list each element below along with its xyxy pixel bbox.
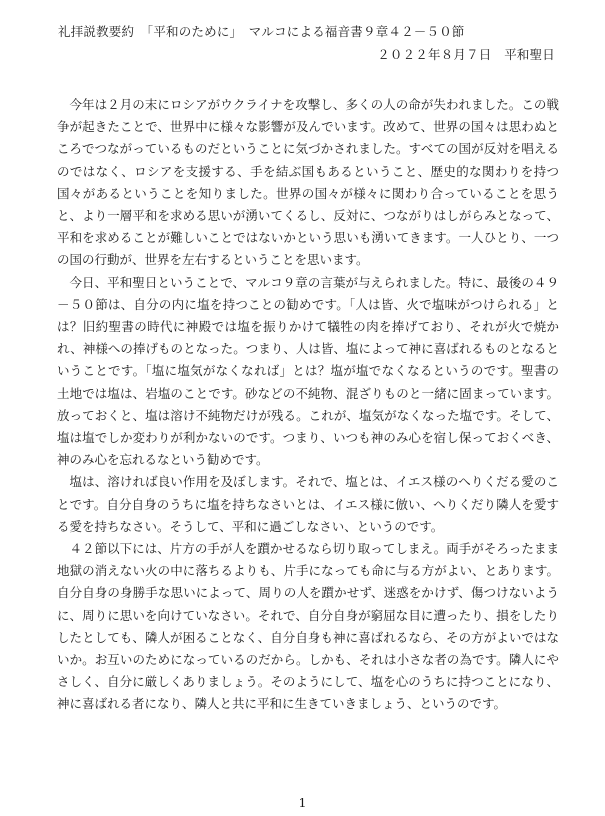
paragraph-3: 塩は、溶ければ良い作用を及ぼします。それで、塩とは、イエス様のへりくだる愛のことです。自分自身のうちに塩を持ちなさいとは、イエス様に倣い、へりくだり隣人を愛する愛を持ちなさい。そうして、平和に過ごしなさい、というのです。 — [57, 474, 559, 534]
paragraph-1: 今年は２月の末にロシアがウクライナを攻撃し、多くの人の命が失われました。この戦争が起きたことで、世界中に様々な影響が及んでいます。改めて、世界の国々は思わぬところでつながっているものだということに気づかされました。すべての国が反対を唱えるのではなく、ロシアを支援する、手を結ぶ国もあるということ、歴史的な関わりを持つ国々があるということを知りました。世界の国々が様々に関わり合っていることを思うと、より一層平和を求める思いが湧いてくるし、反対に、つながりはしがらみとなって、平和を求めることが難しいことではないかという思いも湧いてきます。一人ひとり、一つの国の行動が、世界を左右するということを思います。 — [57, 97, 559, 268]
page-number: 1 — [298, 795, 307, 810]
document-date: ２０２２年８月７日 平和聖日 — [377, 47, 555, 62]
paragraph-4: ４２節以下には、片方の手が人を躓かせるなら切り取ってしまえ。両手がそろったまま地獄の消えない火の中に落ちるよりも、片手になっても命に与る方がよい、とあります。自分自身の身勝手な思いによって、周りの人を躓かせず、迷惑をかけず、傷つけないように、周りに思いを向けていなさい。それで、自分自身が窮屈な目に遭ったり、損をしたりしたとしても、隣人が困ることなく、自分自身も神に喜ばれるなら、その方がよいではないか。お互いのためになっているのだから。しかも、それは小さな者の為です。隣人にやさしく、自分に厳しくありましょう。そのようにして、塩を心のうちに持つことになり、神に喜ばれる者になり、隣人と共に平和に生きていきましょう、というのです。 — [57, 541, 559, 712]
document-title: 礼拝説教要約 「平和のために」 マルコによる福音書９章４２－５０節 — [58, 24, 465, 39]
paragraph-2: 今日、平和聖日ということで、マルコ９章の言葉が与えられました。特に、最後の４９－５０節は、自分の内に塩を持つことの勧めです。「人は皆、火で塩味がつけられる」とは？旧約聖書の時代に神殿では塩を振りかけて犠牲の肉を捧げており、それが火で焼かれ、神様への捧げものとなった。つまり、人は皆、塩によって神に喜ばれるものとなるということです。「塩に塩気がなくなれば」とは？塩が塩でなくなるというのです。聖書の土地では塩は、岩塩のことです。砂などの不純物、混ざりものと一緒に固まっています。放っておくと、塩は溶け不純物だけが残る。これが、塩気がなくなった塩です。そして、塩は塩でしか変わりが利かないのです。つまり、いつも神のみ心を宿し保っておくべき、神のみ心を忘れるなという勧めです。 — [57, 274, 559, 468]
sermon-body — [57, 94, 559, 716]
